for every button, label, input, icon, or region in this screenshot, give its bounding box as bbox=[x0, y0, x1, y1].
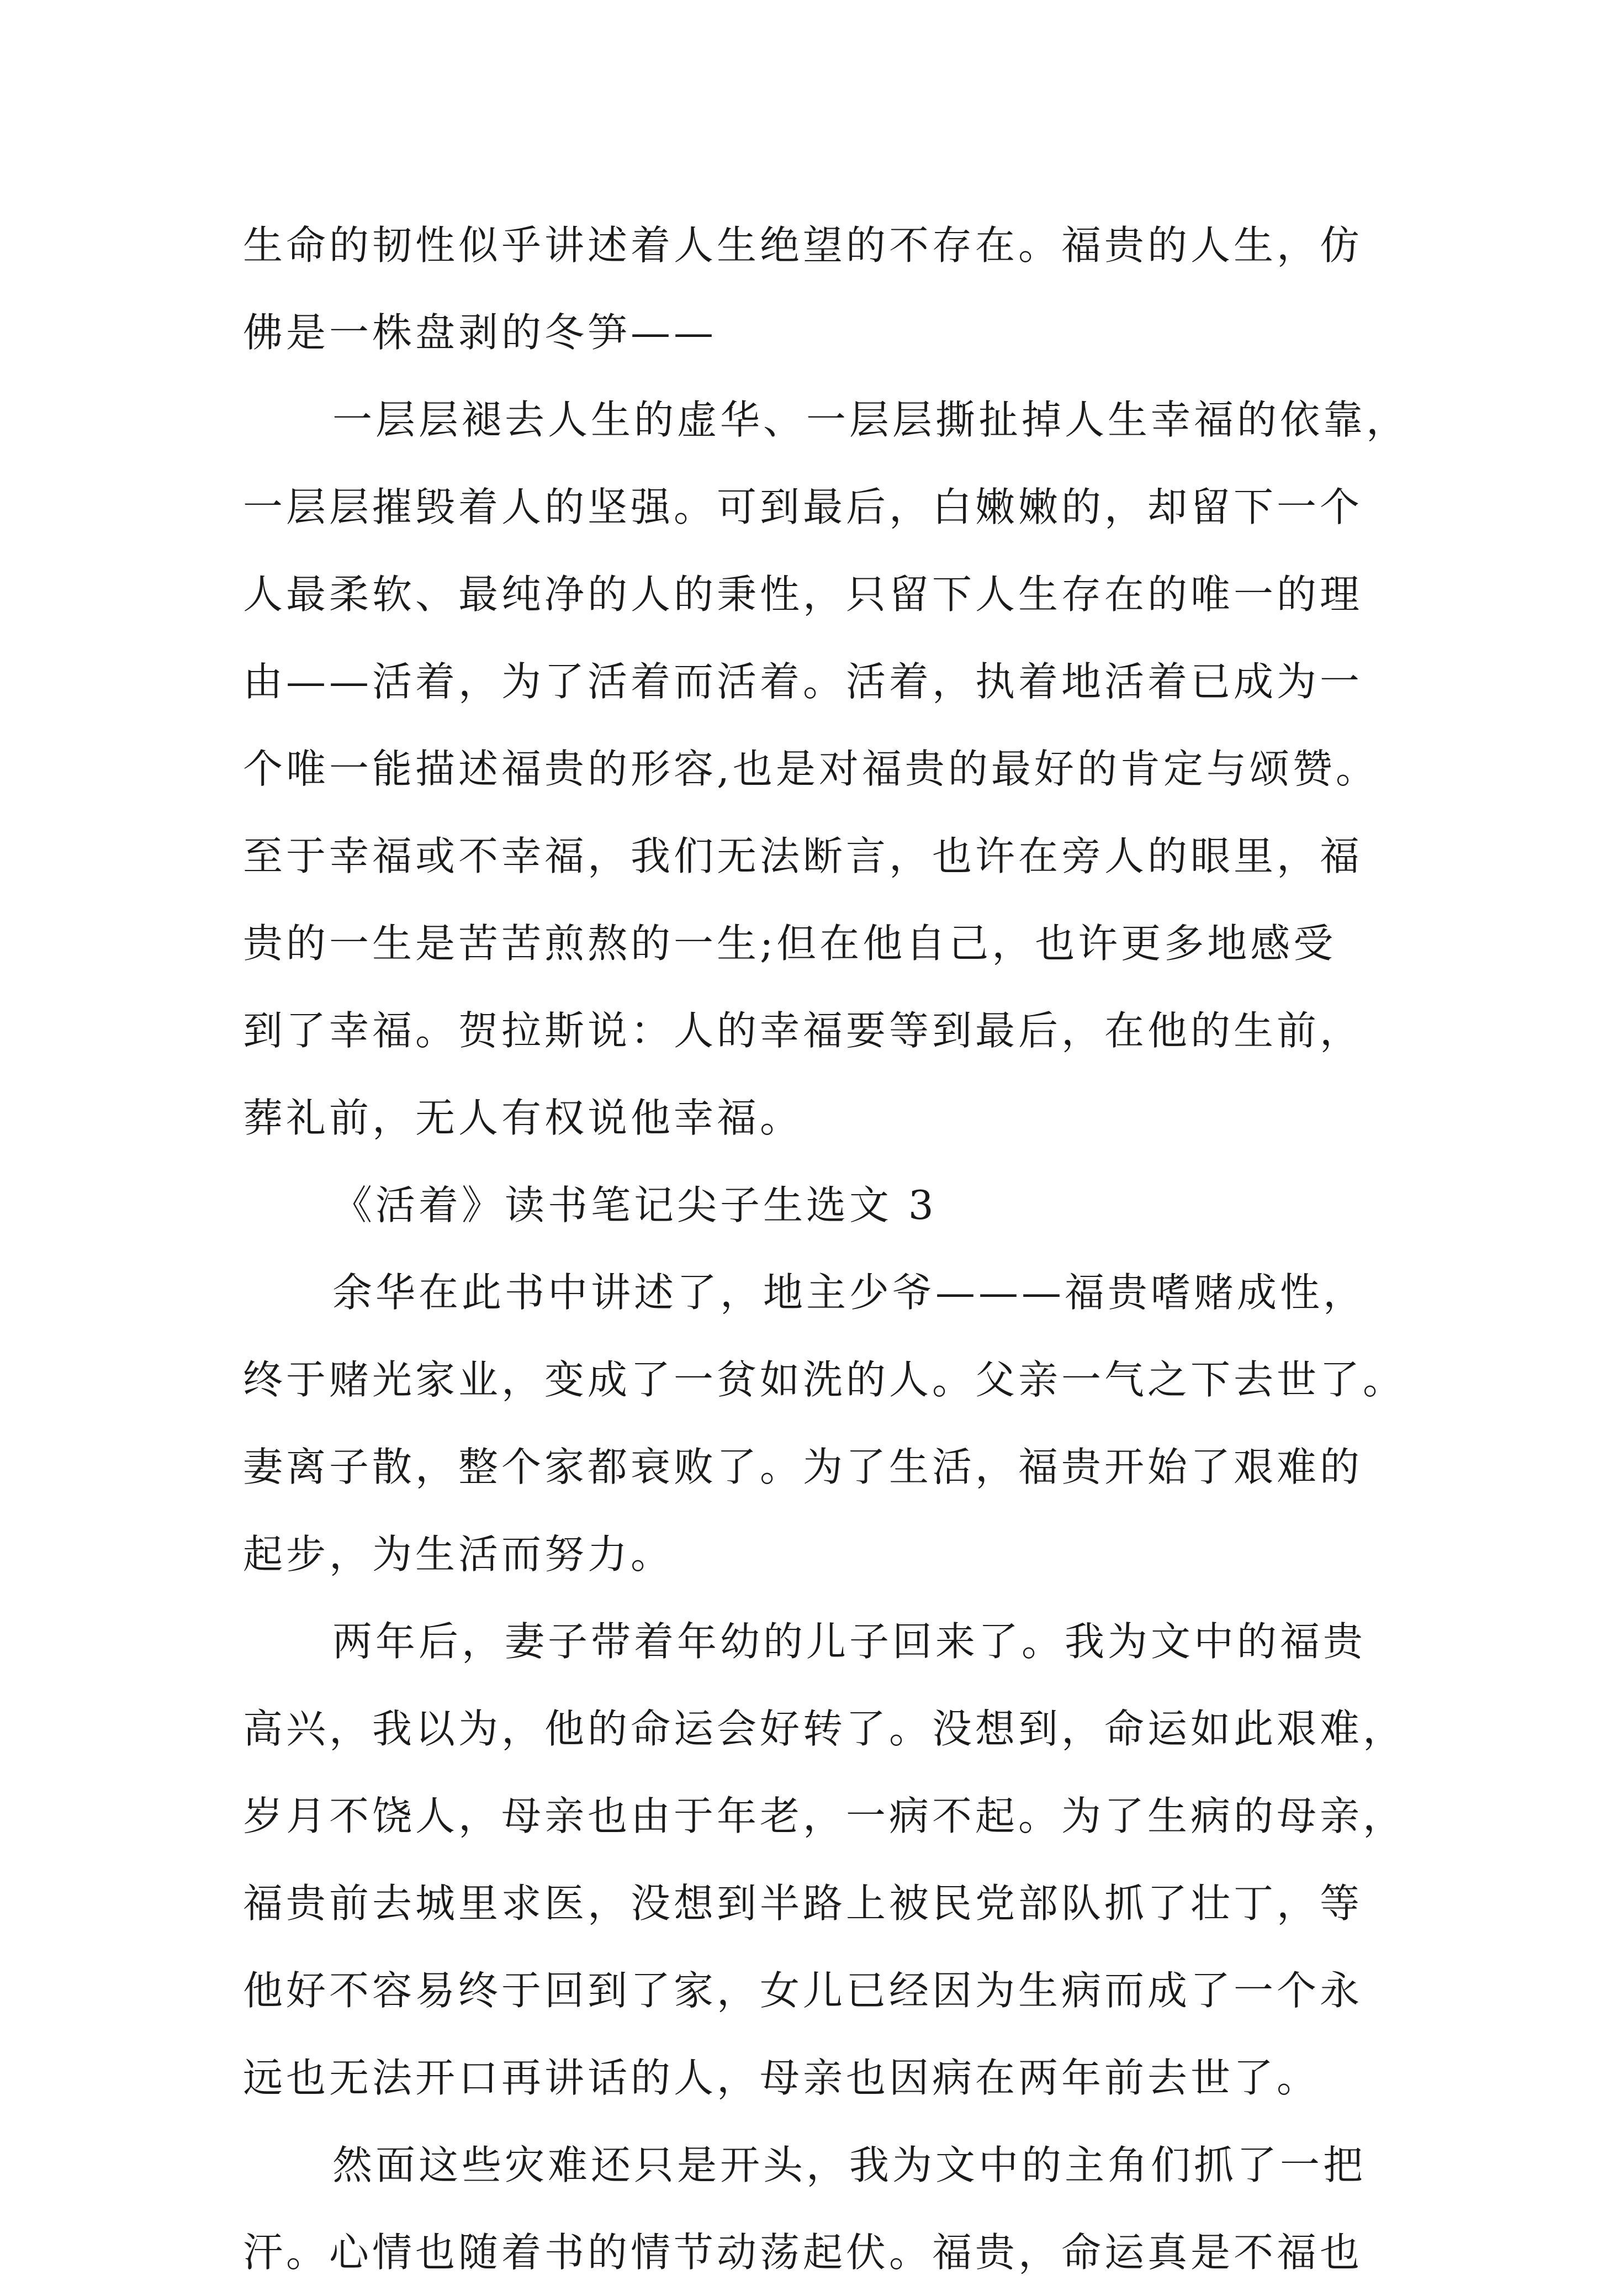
paragraph-start-line: 一层层褪去人生的虚华、一层层撕扯掉人生幸福的依靠， bbox=[332, 397, 1410, 443]
text-line: 人最柔软、最纯净的人的秉性，只留下人生存在的唯一的理 bbox=[243, 571, 1363, 617]
text-line: 贵的一生是苦苦煎熬的一生;但在他自己，也许更多地感受 bbox=[243, 920, 1337, 967]
text-line: 福贵前去城里求医，没想到半路上被民党部队抓了壮丁，等 bbox=[243, 1880, 1363, 1926]
section-heading: 《活着》读书笔记尖子生选文 3 bbox=[332, 1182, 937, 1228]
text-line: 一层层摧毁着人的坚强。可到最后，白嫩嫩的，却留下一个 bbox=[243, 484, 1363, 530]
body-text bbox=[243, 202, 1408, 2296]
text-line: 至于幸福或不幸福，我们无法断言，也许在旁人的眼里，福 bbox=[243, 833, 1363, 879]
text-line: 高兴，我以为，他的命运会好转了。没想到，命运如此艰难， bbox=[243, 1706, 1406, 1752]
paragraph-start-line: 然面这些灾难还只是开头，我为文中的主角们抓了一把 bbox=[332, 2142, 1367, 2188]
text-line: 远也无法开口再讲话的人，母亲也因病在两年前去世了。 bbox=[243, 2055, 1320, 2101]
text-line: 到了幸福。贺拉斯说：人的幸福要等到最后，在他的生前， bbox=[243, 1007, 1363, 1054]
paragraph-start-line: 余华在此书中讲述了，地主少爷———福贵嗜赌成性， bbox=[332, 1269, 1367, 1316]
text-line: 由——活着，为了活着而活着。活着，执着地活着已成为一 bbox=[243, 658, 1363, 705]
paragraph-start-line: 两年后，妻子带着年幼的儿子回来了。我为文中的福贵 bbox=[332, 1618, 1367, 1665]
text-line: 佛是一株盘剥的冬笋—— bbox=[243, 309, 717, 356]
text-line: 终于赌光家业，变成了一贫如洗的人。父亲一气之下去世了。 bbox=[243, 1357, 1406, 1403]
text-line: 妻离子散，整个家都衰败了。为了生活，福贵开始了艰难的 bbox=[243, 1444, 1363, 1490]
text-line: 汗。心情也随着书的情节动荡起伏。福贵，命运真是不福也 bbox=[243, 2229, 1363, 2276]
text-line: 他好不容易终于回到了家，女儿已经因为生病而成了一个永 bbox=[243, 1967, 1363, 2014]
text-line: 起步，为生活而努力。 bbox=[243, 1531, 674, 1577]
text-line: 葬礼前，无人有权说他幸福。 bbox=[243, 1095, 803, 1141]
text-line: 生命的韧性似乎讲述着人生绝望的不存在。福贵的人生，仿 bbox=[243, 222, 1363, 268]
text-line: 岁月不饶人，母亲也由于年老，一病不起。为了生病的母亲， bbox=[243, 1793, 1406, 1839]
text-line: 个唯一能描述福贵的形容,也是对福贵的最好的肯定与颂赞。 bbox=[243, 746, 1379, 792]
